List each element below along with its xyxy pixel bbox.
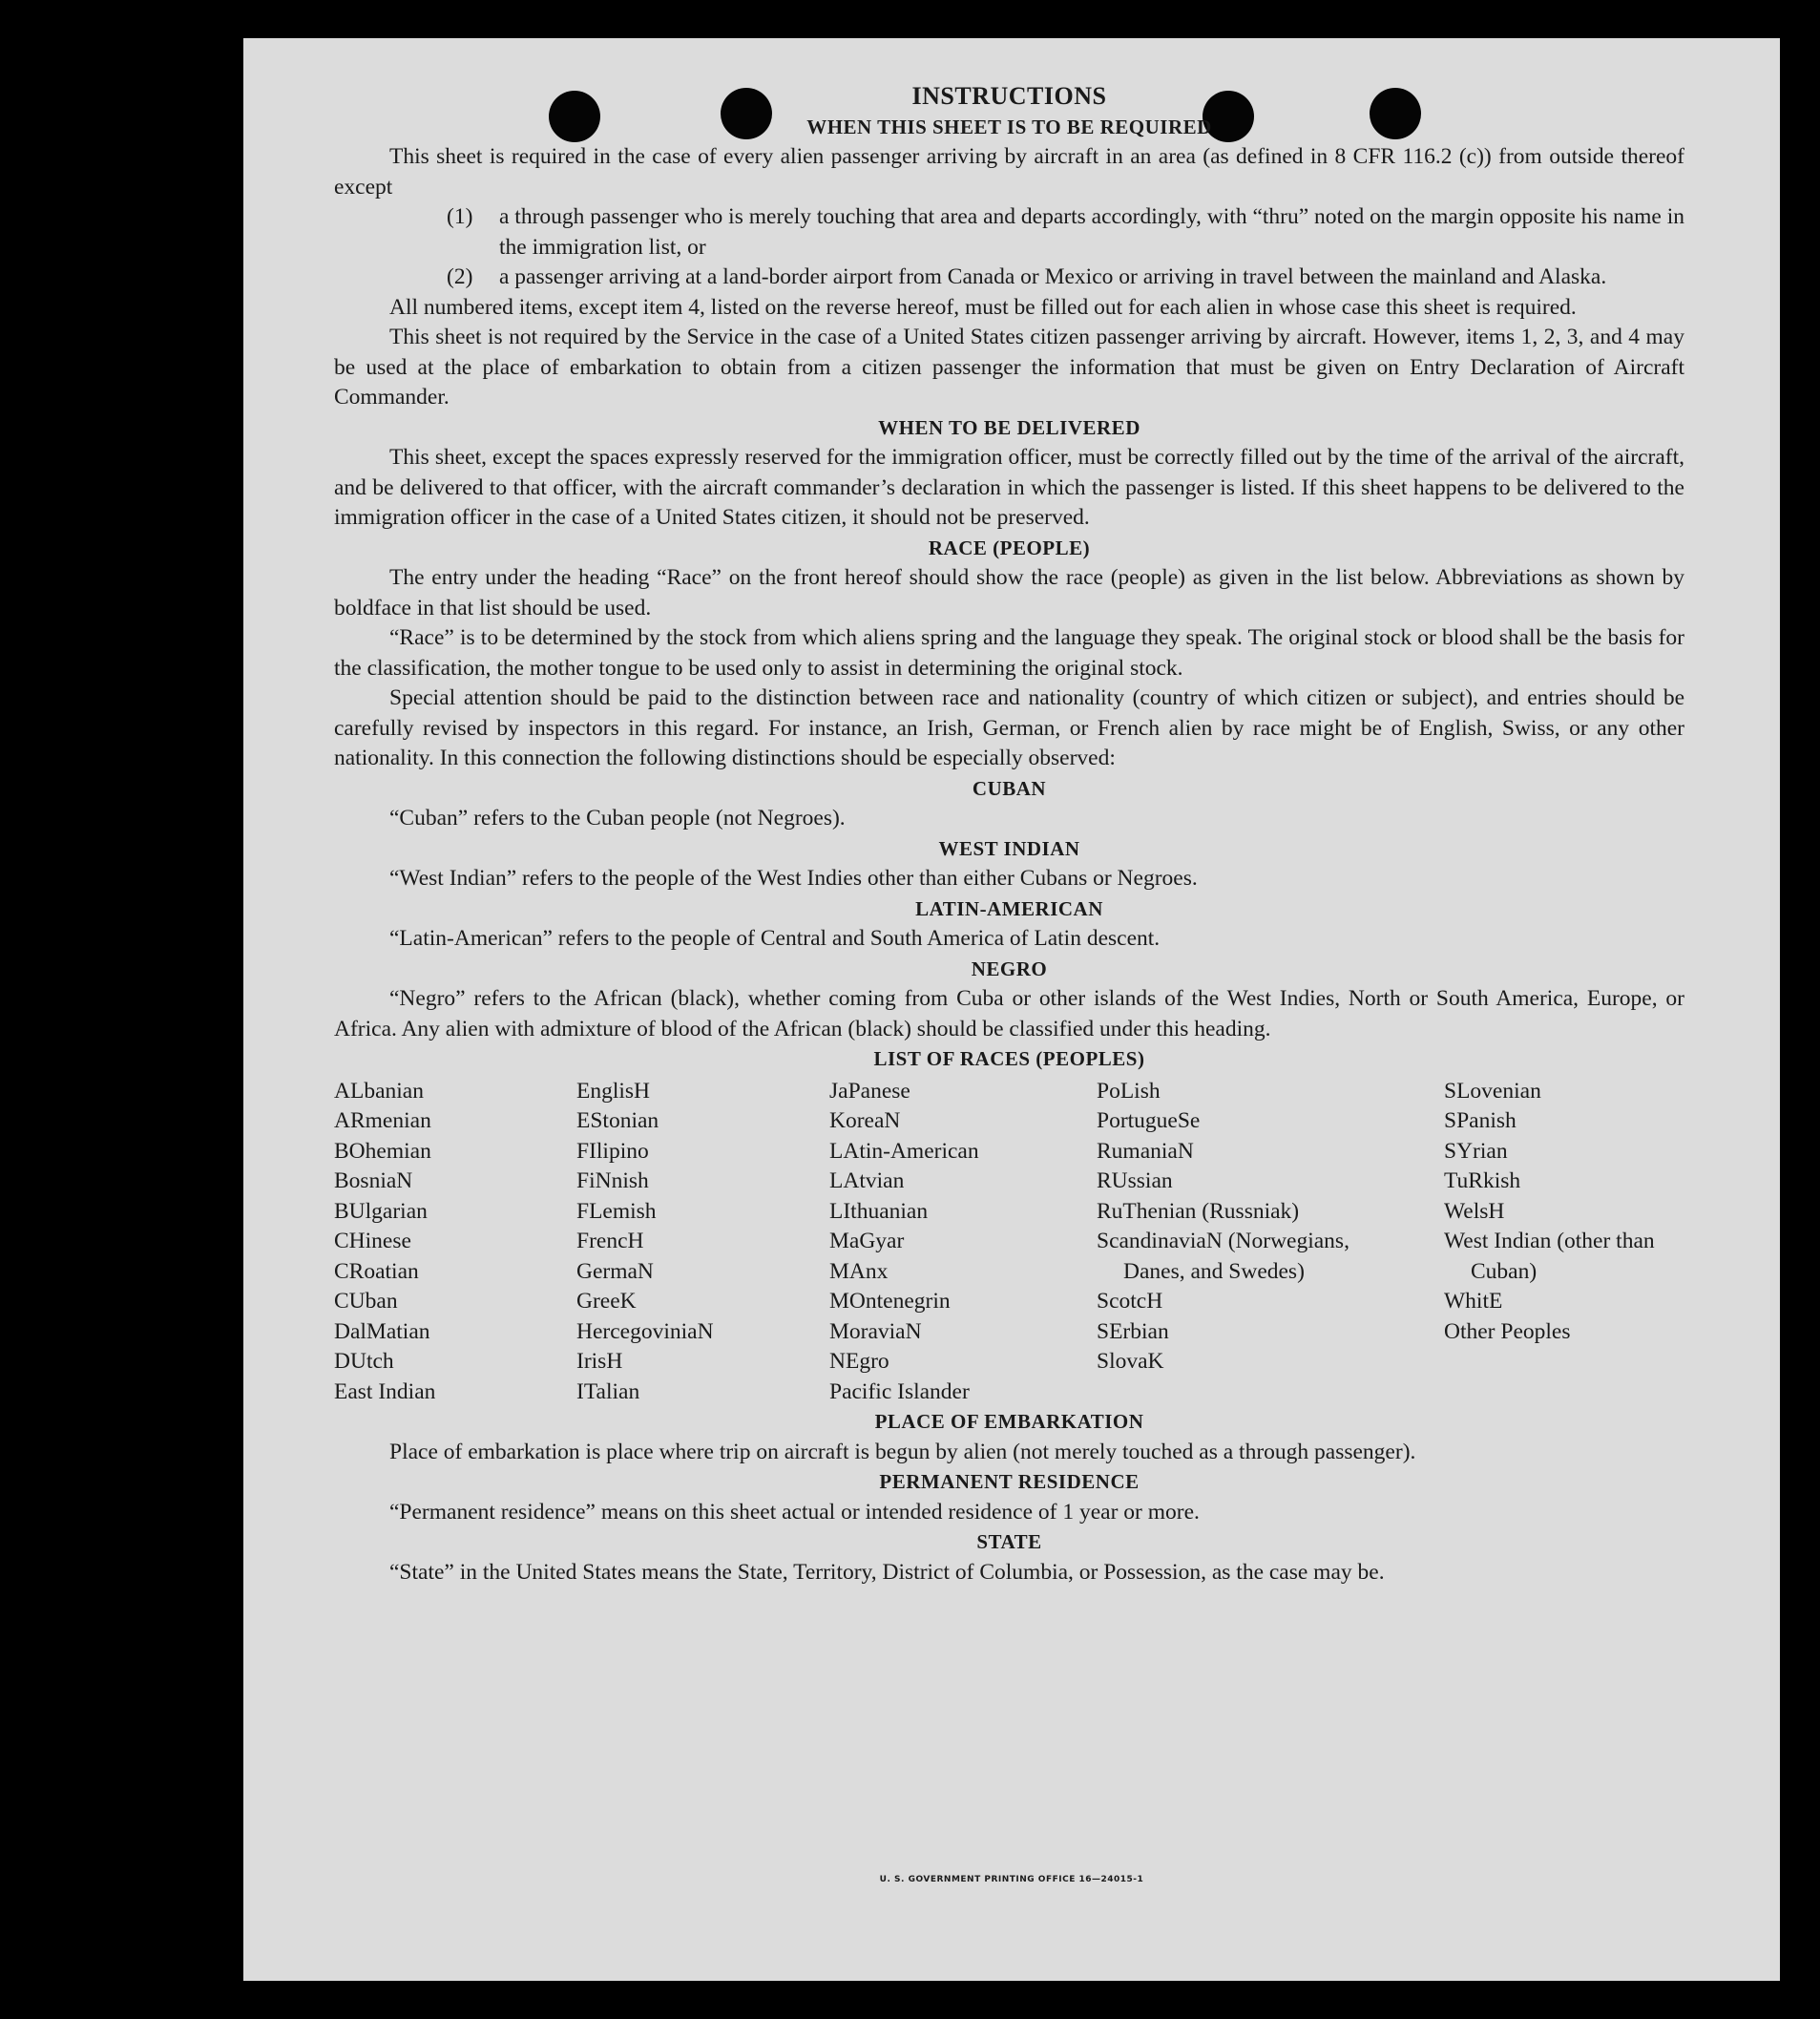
race-entry: SErbian <box>1097 1318 1169 1344</box>
section-heading: WEST INDIAN <box>938 836 1080 860</box>
race-entry: SLovenian <box>1444 1078 1541 1104</box>
race-entry: Other Peoples <box>1444 1318 1571 1344</box>
paragraph: “Permanent residence” means on this sheet actual or intended residence of 1 year or more. <box>389 1499 1200 1525</box>
section-heading: PERMANENT RESIDENCE <box>879 1470 1140 1494</box>
item-text: a through passenger who is merely touching that area and departs accordingly, with “thru” noted on the margin opposite his name in the immigration list, or <box>499 204 1684 260</box>
section-heading: RACE (PEOPLE) <box>928 536 1091 559</box>
exception-item <box>447 263 1684 293</box>
paragraph: This sheet is required in the case of every alien passenger arriving by aircraft in an area (as defined in 8 CFR 116.2 (c)) from outside thereof except <box>334 144 1684 200</box>
race-entry: FIlipino <box>576 1138 649 1164</box>
race-entry: BosniaN <box>334 1168 413 1194</box>
race-column <box>1444 1077 1684 1408</box>
race-entry: HercegoviniaN <box>576 1318 714 1344</box>
race-entry: LAtvian <box>829 1168 905 1194</box>
paragraph: All numbered items, except item 4, listed on the reverse hereof, must be filled out for each alien in whose case this sheet is required. <box>389 294 1577 320</box>
race-entry: IrisH <box>576 1349 623 1375</box>
race-entry: BUlgarian <box>334 1198 428 1224</box>
race-entry: GermaN <box>576 1258 654 1284</box>
item-number: (2) <box>447 264 473 290</box>
item-text: a passenger arriving at a land-border airport from Canada or Mexico or arriving in travel between the mainland and Alaska. <box>499 264 1607 290</box>
section-heading: LATIN-AMERICAN <box>915 896 1103 920</box>
race-entry: BOhemian <box>334 1138 431 1164</box>
race-entry: KoreaN <box>829 1108 901 1134</box>
race-entry: ALbanian <box>334 1078 424 1104</box>
section-heading: WHEN THIS SHEET IS TO BE REQUIRED <box>806 115 1212 138</box>
paragraph: “Latin-American” refers to the people of Central and South America of Latin descent. <box>389 926 1161 952</box>
page-title: INSTRUCTIONS <box>911 82 1107 110</box>
paragraph: “West Indian” refers to the people of the West Indies other than either Cubans or Negroes. <box>389 866 1198 892</box>
paragraph: “State” in the United States means the State, Territory, District of Columbia, or Possession, as the case may be. <box>389 1559 1385 1585</box>
paragraph: The entry under the heading “Race” on the front hereof should show the race (people) as given in the list below. Abbreviations as shown by boldface in that list should be used. <box>334 565 1684 620</box>
race-column <box>1097 1077 1373 1408</box>
race-entry: EStonian <box>576 1108 659 1134</box>
race-entry: DalMatian <box>334 1318 430 1344</box>
race-entry: MOntenegrin <box>829 1289 951 1314</box>
race-entry: SPanish <box>1444 1108 1517 1134</box>
paragraph: This sheet is not required by the Service in the case of a United States citizen passenger arriving by aircraft. However, items 1, 2, 3, and 4 may be used at the place of embarkation to obtain from a citizen passenger the information that must be given on Entry Declaration of Aircraft Commander. <box>334 325 1684 410</box>
paragraph: “Negro” refers to the African (black), whether coming from Cuba or other islands of the West Indies, North or South America, Europe, or Africa. Any alien with admixture of blood of the African (black) should be classified under this heading. <box>334 986 1684 1041</box>
race-entry: MaGyar <box>829 1229 905 1254</box>
race-entry: SYrian <box>1444 1138 1508 1164</box>
race-entry: SlovaK <box>1097 1349 1164 1375</box>
race-entry: FLemish <box>576 1198 657 1224</box>
race-entry: JaPanese <box>829 1078 910 1104</box>
document-page <box>243 38 1780 1981</box>
section-heading: STATE <box>976 1530 1042 1554</box>
race-entry: ScandinaviaN (Norwegians, Danes, and Swedes) <box>1097 1229 1349 1284</box>
race-entry: RuThenian (Russniak) <box>1097 1198 1300 1224</box>
race-entry: PoLish <box>1097 1078 1161 1104</box>
printer-imprint: U. S. GOVERNMENT PRINTING OFFICE 16—24015-1 <box>879 1875 1144 1884</box>
race-entry: TuRkish <box>1444 1168 1521 1194</box>
paragraph: “Race” is to be determined by the stock from which aliens spring and the language they speak. The original stock or blood shall be the basis for the classification, the mother tongue to be used only to assist in determining the original stock. <box>334 625 1684 681</box>
race-column <box>334 1077 576 1408</box>
item-number: (1) <box>447 204 473 230</box>
race-entry: CRoatian <box>334 1258 419 1284</box>
paragraph: This sheet, except the spaces expressly reserved for the immigration officer, must be correctly filled out by the time of the arrival of the aircraft, and be delivered to that officer, with the aircraft commander’s declaration in which the passenger is listed. If this sheet happens to be delivered to the immigration officer in the case of a United States citizen, it should not be preserved. <box>334 445 1684 531</box>
section-heading: LIST OF RACES (PEOPLES) <box>873 1047 1145 1071</box>
race-entry: DUtch <box>334 1349 394 1375</box>
race-entry: WhitE <box>1444 1289 1503 1314</box>
race-entry: Pacific Islander <box>829 1378 970 1404</box>
race-entry: LIthuanian <box>829 1198 929 1224</box>
race-column <box>576 1077 829 1408</box>
race-entry: ScotcH <box>1097 1289 1163 1314</box>
race-list <box>334 1077 1684 1408</box>
paragraph: “Cuban” refers to the Cuban people (not Negroes). <box>389 806 846 831</box>
race-entry: RumaniaN <box>1097 1138 1194 1164</box>
race-entry: PortugueSe <box>1097 1108 1201 1134</box>
race-entry: West Indian (other than Cuban) <box>1444 1229 1655 1284</box>
race-entry: LAtin-American <box>829 1138 979 1164</box>
race-entry: CUban <box>334 1289 398 1314</box>
race-entry: WelsH <box>1444 1198 1505 1224</box>
race-column <box>829 1077 1097 1408</box>
race-entry: ITalian <box>576 1378 640 1404</box>
race-entry: EnglisH <box>576 1078 651 1104</box>
section-heading: CUBAN <box>972 776 1047 800</box>
race-entry: MAnx <box>829 1258 889 1284</box>
section-heading: PLACE OF EMBARKATION <box>874 1410 1144 1434</box>
race-entry: FiNnish <box>576 1168 649 1194</box>
race-entry: ARmenian <box>334 1108 431 1134</box>
race-entry: GreeK <box>576 1289 637 1314</box>
paragraph: Special attention should be paid to the distinction between race and nationality (country of which citizen or subject), and entries should be carefully revised by inspectors in this regard. For instance, an Irish, German, or French alien by race might be of English, Swiss, or any other nationality. In this connection the following distinctions should be especially observed: <box>334 685 1684 771</box>
exception-item <box>447 202 1684 263</box>
race-entry: FrencH <box>576 1229 644 1254</box>
section-heading: WHEN TO BE DELIVERED <box>878 415 1140 439</box>
instructions-content <box>334 80 1684 1588</box>
race-entry: CHinese <box>334 1229 411 1254</box>
race-entry: MoraviaN <box>829 1318 922 1344</box>
paragraph: Place of embarkation is place where trip on aircraft is begun by alien (not merely touched as a through passenger). <box>389 1439 1416 1464</box>
race-entry: RUssian <box>1097 1168 1173 1194</box>
race-entry: NEgro <box>829 1349 889 1375</box>
race-entry: East Indian <box>334 1378 436 1404</box>
section-heading: NEGRO <box>971 957 1048 980</box>
